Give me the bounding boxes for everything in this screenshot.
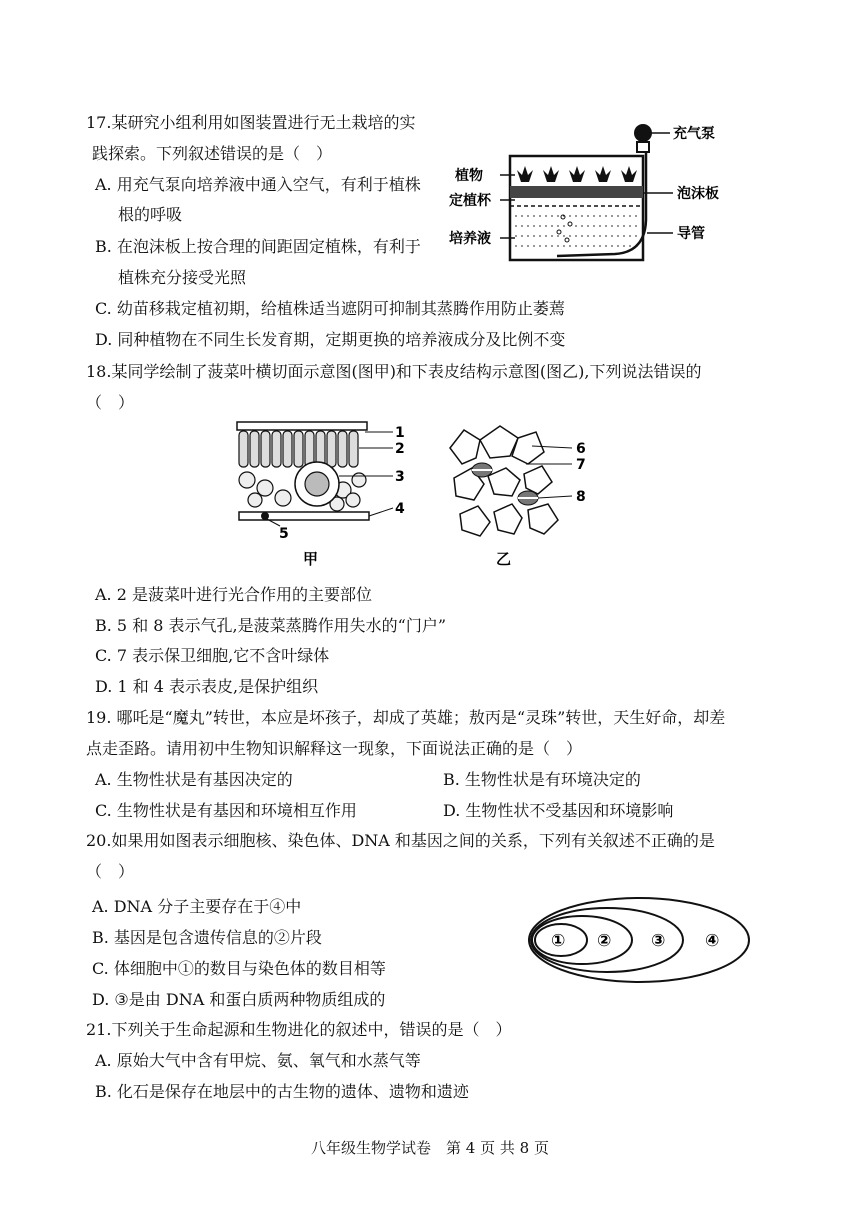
circle-label-1: ① <box>551 931 566 951</box>
nested-circles-figure <box>527 895 752 985</box>
air-tube <box>557 152 646 256</box>
q19-option-c: C. 生物性状是有基因和环境相互作用 <box>95 801 357 820</box>
q18-option-c: C. 7 表示保卫细胞,它不含叶绿体 <box>95 646 330 665</box>
q17-option-a-line1: A. 用充气泵向培养液中通入空气，有利于植株 <box>95 175 421 194</box>
label-cup: 定植杯 <box>449 193 491 209</box>
q21-option-b: B. 化石是保存在地层中的古生物的遗体、遗物和遗迹 <box>95 1082 469 1101</box>
q20-option-c: C. 体细胞中①的数目与染色体的数目相等 <box>92 959 386 978</box>
air-pump-icon <box>634 124 652 152</box>
q18-option-b: B. 5 和 8 表示气孔,是菠菜蒸腾作用失水的“门户” <box>95 616 446 635</box>
q19-stem-line2: 点走歪路。请用初中生物知识解释这一现象，下面说法正确的是（ ） <box>86 739 583 758</box>
num-7: 7 <box>576 457 586 473</box>
circle-label-4: ④ <box>705 931 720 951</box>
label-plant: 植物 <box>455 168 483 184</box>
q18-stem-line2: （ ） <box>86 393 135 412</box>
fig-yi-caption: 乙 <box>496 550 512 568</box>
num-4: 4 <box>395 501 405 517</box>
q20-option-a: A. DNA 分子主要存在于④中 <box>92 897 302 916</box>
q18-option-a: A. 2 是菠菜叶进行光合作用的主要部位 <box>95 585 372 604</box>
num-2: 2 <box>395 441 405 457</box>
q18-option-d: D. 1 和 4 表示表皮,是保护组织 <box>95 677 319 696</box>
q21-option-a: A. 原始大气中含有甲烷、氨、氧气和水蒸气等 <box>95 1051 421 1070</box>
label-tube: 导管 <box>677 226 705 242</box>
label-foam: 泡沫板 <box>677 186 719 202</box>
plant-icons <box>517 166 637 182</box>
q17-option-a-line2: 根的呼吸 <box>118 205 183 224</box>
q20-option-b: B. 基因是包含遗传信息的②片段 <box>92 928 322 947</box>
circle-label-2: ② <box>597 931 612 951</box>
q19-option-b: B. 生物性状是有环境决定的 <box>443 770 641 789</box>
q20-stem-line1: 20.如果用如图表示细胞核、染色体、DNA 和基因之间的关系，下列有关叙述不正确的是 <box>86 831 715 850</box>
foam-board <box>510 186 643 198</box>
q17-stem-line1: 17.某研究小组利用如图装置进行无土栽培的实 <box>86 113 416 132</box>
q17-option-d: D. 同种植物在不同生长发育期，定期更换的培养液成分及比例不变 <box>95 330 566 349</box>
q17-option-b-line1: B. 在泡沫板上按合理的间距固定植株，有利于 <box>95 237 421 256</box>
label-solution: 培养液 <box>449 231 491 247</box>
page-footer: 八年级生物学试卷 第 4 页 共 8 页 <box>311 1139 549 1157</box>
q19-option-a: A. 生物性状是有基因决定的 <box>95 770 293 789</box>
q17-option-b-line2: 植株充分接受光照 <box>118 268 247 287</box>
fig-jia-caption: 甲 <box>303 550 319 568</box>
hydroponics-figure <box>449 120 735 265</box>
lower-epidermis-figure <box>440 418 600 568</box>
q17-option-c: C. 幼苗移栽定植初期，给植株适当遮阴可抑制其蒸腾作用防止萎蔫 <box>95 299 565 318</box>
q17-stem-line2: 践探索。下列叙述错误的是（ ） <box>92 144 333 163</box>
q19-stem-line1: 19. 哪吒是“魔丸”转世，本应是坏孩子，却成了英雄；敖丙是“灵珠”转世，天生好命，却差 <box>86 708 726 727</box>
q20-option-d: D. ③是由 DNA 和蛋白质两种物质组成的 <box>92 990 386 1009</box>
num-5: 5 <box>279 526 289 542</box>
num-6: 6 <box>576 441 586 457</box>
q20-stem-line2: （ ） <box>86 862 135 881</box>
q18-stem-line1: 18.某同学绘制了菠菜叶横切面示意图(图甲)和下表皮结构示意图(图乙),下列说法错误的 <box>86 362 702 381</box>
q21-stem: 21.下列关于生命起源和生物进化的叙述中，错误的是（ ） <box>86 1020 512 1039</box>
q19-option-d: D. 生物性状不受基因和环境影响 <box>443 801 674 820</box>
circle-label-3: ③ <box>651 931 666 951</box>
leaf-cross-section-figure <box>225 418 415 568</box>
num-3: 3 <box>395 469 405 485</box>
num-8: 8 <box>576 489 586 505</box>
num-1: 1 <box>395 425 405 441</box>
stoma-icon <box>518 491 538 505</box>
stoma-icon <box>472 463 492 477</box>
label-pump: 充气泵 <box>673 126 715 142</box>
